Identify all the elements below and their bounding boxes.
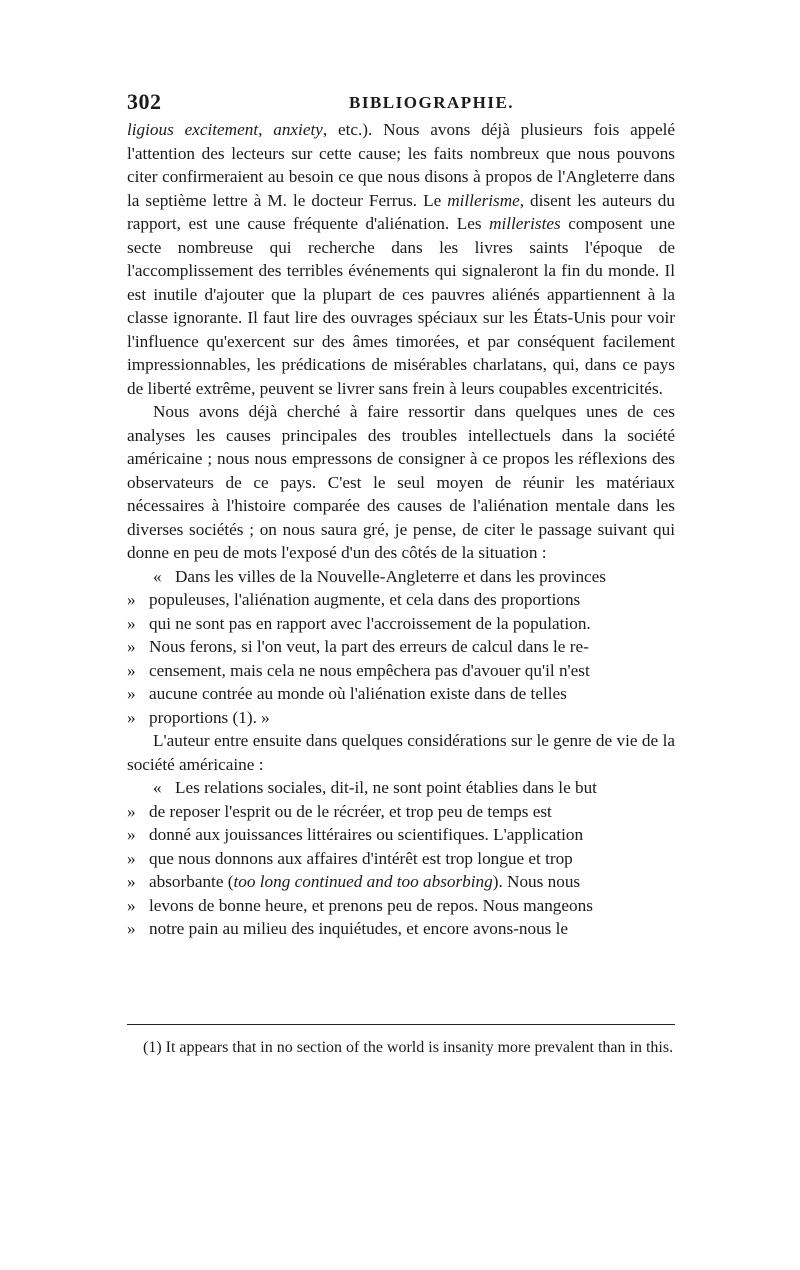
quote-line (127, 776, 675, 800)
quote-line (127, 847, 675, 871)
text-run: , disent les auteurs du rapport, est une cause fréquente d'aliénation. Les (127, 190, 675, 233)
quote-text: de reposer l'esprit ou de le récréer, et trop peu de temps est (149, 801, 552, 821)
quote-text: ). Nous nous (492, 872, 581, 891)
quote-line (127, 659, 675, 683)
guillemet-mark: » (127, 872, 136, 891)
running-title: BIBLIOGRAPHIE. (349, 93, 515, 112)
guillemet-mark: » (127, 590, 136, 609)
guillemet-mark: » (127, 848, 136, 868)
quote-text: aucune contrée au monde où l'aliénation existe dans de telles (149, 684, 567, 703)
italic-term: anxiety (273, 120, 323, 139)
quotation-1 (127, 565, 675, 730)
italic-term: too long continued and too absorbing (233, 872, 493, 891)
footnote (127, 1037, 675, 1059)
quote-line (127, 800, 675, 824)
quote-line (127, 870, 675, 894)
guillemet-mark: » (127, 637, 136, 656)
paragraph-3: L'auteur entre ensuite dans quelques considérations sur le genre de vie de la société américaine : (127, 731, 675, 774)
italic-term: milleristes (489, 214, 561, 233)
body-text (127, 118, 675, 941)
quote-text: levons de bonne heure, et prenons peu de repos. Nous mangeons (149, 895, 593, 915)
guillemet-mark: » (127, 707, 136, 727)
text-run: , etc.). Nous avons déjà plusieurs fois appelé l'attention des lecteurs sur cette cause; les faits nombreux que nous pouvons citer confirmeraient au besoin ce que nous disons à propos de l'Angleterre dans la septième lettre à M. le docteur Ferrus. Le (127, 120, 675, 210)
quote-text: Nous ferons, si l'on veut, la part des erreurs de calcul dans le re- (149, 637, 589, 656)
guillemet-mark: » (127, 825, 136, 844)
quote-text: Dans les villes de la Nouvelle-Angleterre et dans les provinces (175, 566, 606, 586)
guillemet-mark: » (127, 660, 136, 680)
italic-term: ligious excitement (127, 120, 259, 139)
quote-text: populeuses, l'aliénation augmente, et cela dans des proportions (149, 590, 581, 609)
guillemet-mark: » (127, 919, 136, 938)
quote-text: que nous donnons aux affaires d'intérêt est trop longue et trop (149, 848, 573, 868)
guillemet-mark: « (153, 566, 162, 586)
quote-line (127, 565, 675, 589)
quote-line (127, 894, 675, 918)
paragraph-1 (127, 118, 675, 400)
guillemet-mark: » (127, 684, 136, 703)
guillemet-mark: » (127, 801, 136, 821)
quote-line (127, 706, 675, 730)
page-number: 302 (127, 89, 162, 114)
italic-term: millerisme (447, 190, 520, 210)
paragraph-2: Nous avons déjà cherché à faire ressortir dans quelques unes de ces analyses les causes principales des troubles intellectuels dans la société américaine ; nous nous empressons de consigner à ce propos les réflexions des observateurs de ce pays. C'est le seul moyen de réunir les matériaux nécessaires à l'histoire comparée des causes de l'aliénation mentale dans les diverses sociétés ; on nous saura gré, je pense, de citer le passage suivant qui donne en peu de mots l'exposé d'un des côtés de la situation : (127, 402, 675, 562)
quote-text: proportions (1). » (149, 707, 270, 727)
footnote-marker: (1) (143, 1039, 162, 1056)
quote-line (127, 682, 675, 706)
guillemet-mark: » (127, 895, 136, 915)
quote-line (127, 917, 675, 941)
quote-line (127, 612, 675, 636)
guillemet-mark: » (127, 613, 136, 633)
text-run: , (258, 120, 274, 139)
quote-text: notre pain au milieu des inquiétudes, et encore avons-nous le (149, 919, 569, 938)
quote-text: qui ne sont pas en rapport avec l'accroissement de la population. (149, 613, 591, 633)
quotation-2 (127, 776, 675, 941)
quote-line (127, 588, 675, 612)
footnote-divider (127, 1024, 675, 1025)
quote-text: censement, mais cela ne nous empêchera pas d'avouer qu'il n'est (149, 660, 590, 680)
page-header (127, 89, 673, 117)
quote-line (127, 823, 675, 847)
quote-line (127, 635, 675, 659)
guillemet-mark: « (153, 778, 162, 797)
quote-text: donné aux jouissances littéraires ou scientifiques. L'application (149, 825, 584, 844)
quote-text: absorbante ( (149, 872, 234, 891)
text-run: composent une secte nombreuse qui recherche dans les livres saints l'époque de l'accomplissement des terribles événements qui signaleront la fin du monde. Il est inutile d'ajouter que la plupart de ces pauvres aliénés appartiennent à la classe ignorante. Il faut lire des ouvrages spéciaux sur les États-Unis pour voir l'influence qu'exercent sur des âmes timorées, et par conséquent facilement impressionnables, les prédications de misérables charlatans, qui, dans ce pays de liberté extrême, peuvent se livrer sans frein à leurs coupables excentricités. (127, 214, 675, 398)
quote-text: Les relations sociales, dit-il, ne sont point établies dans le but (175, 778, 597, 797)
footnote-text: It appears that in no section of the world is insanity more prevalent than in this. (165, 1039, 674, 1056)
